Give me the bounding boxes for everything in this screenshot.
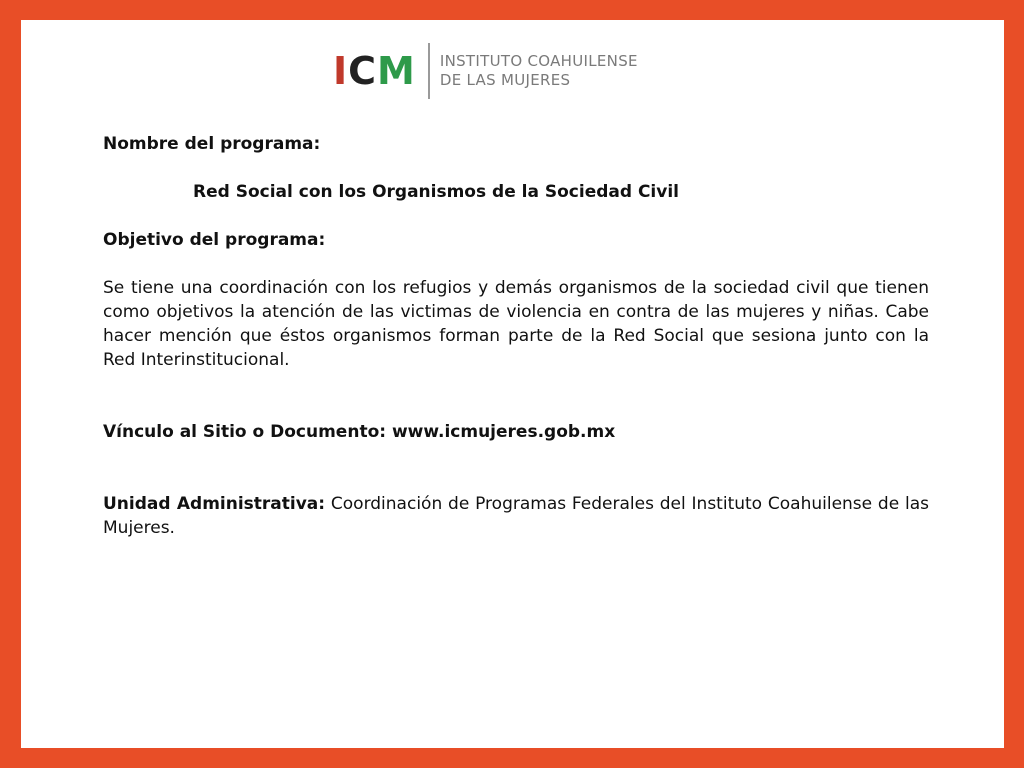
logo-letter-m: M: [377, 49, 416, 93]
slide-page: [21, 20, 1004, 748]
logo-institution-name: [440, 52, 638, 90]
logo-line-1: INSTITUTO COAHUILENSE: [439, 52, 638, 70]
unit-text: Coordinación de Programas Federales del Instituto Coahuilense de las Mujeres.: [103, 494, 929, 538]
objective-label: Objetivo del programa:: [103, 230, 326, 250]
logo-divider: [428, 43, 430, 99]
logo-line-2: DE LAS MUJERES: [439, 71, 571, 89]
program-label: Nombre del programa:: [103, 134, 321, 154]
program-name: Red Social con los Organismos de la Sociedad Civil: [193, 182, 679, 202]
icm-logo: [333, 42, 638, 100]
document-body: [103, 132, 929, 540]
link-line: Vínculo al Sitio o Documento: www.icmujeres.gob.mx: [103, 422, 616, 442]
logo-abbreviation: [333, 49, 416, 93]
unit-paragraph: [103, 492, 929, 540]
logo-letter-c: C: [348, 49, 378, 93]
unit-label: Unidad Administrativa:: [103, 494, 326, 514]
logo-letter-i: I: [333, 49, 349, 93]
objective-text: Se tiene una coordinación con los refugios y demás organismos de la sociedad civil que tienen como objetivos la atención de las victimas de violencia en contra de las mujeres y niñas. Cabe hacer mención que éstos organismos forman parte de la Red Social que sesiona junto con la Red Interinstitucional.: [103, 278, 929, 370]
